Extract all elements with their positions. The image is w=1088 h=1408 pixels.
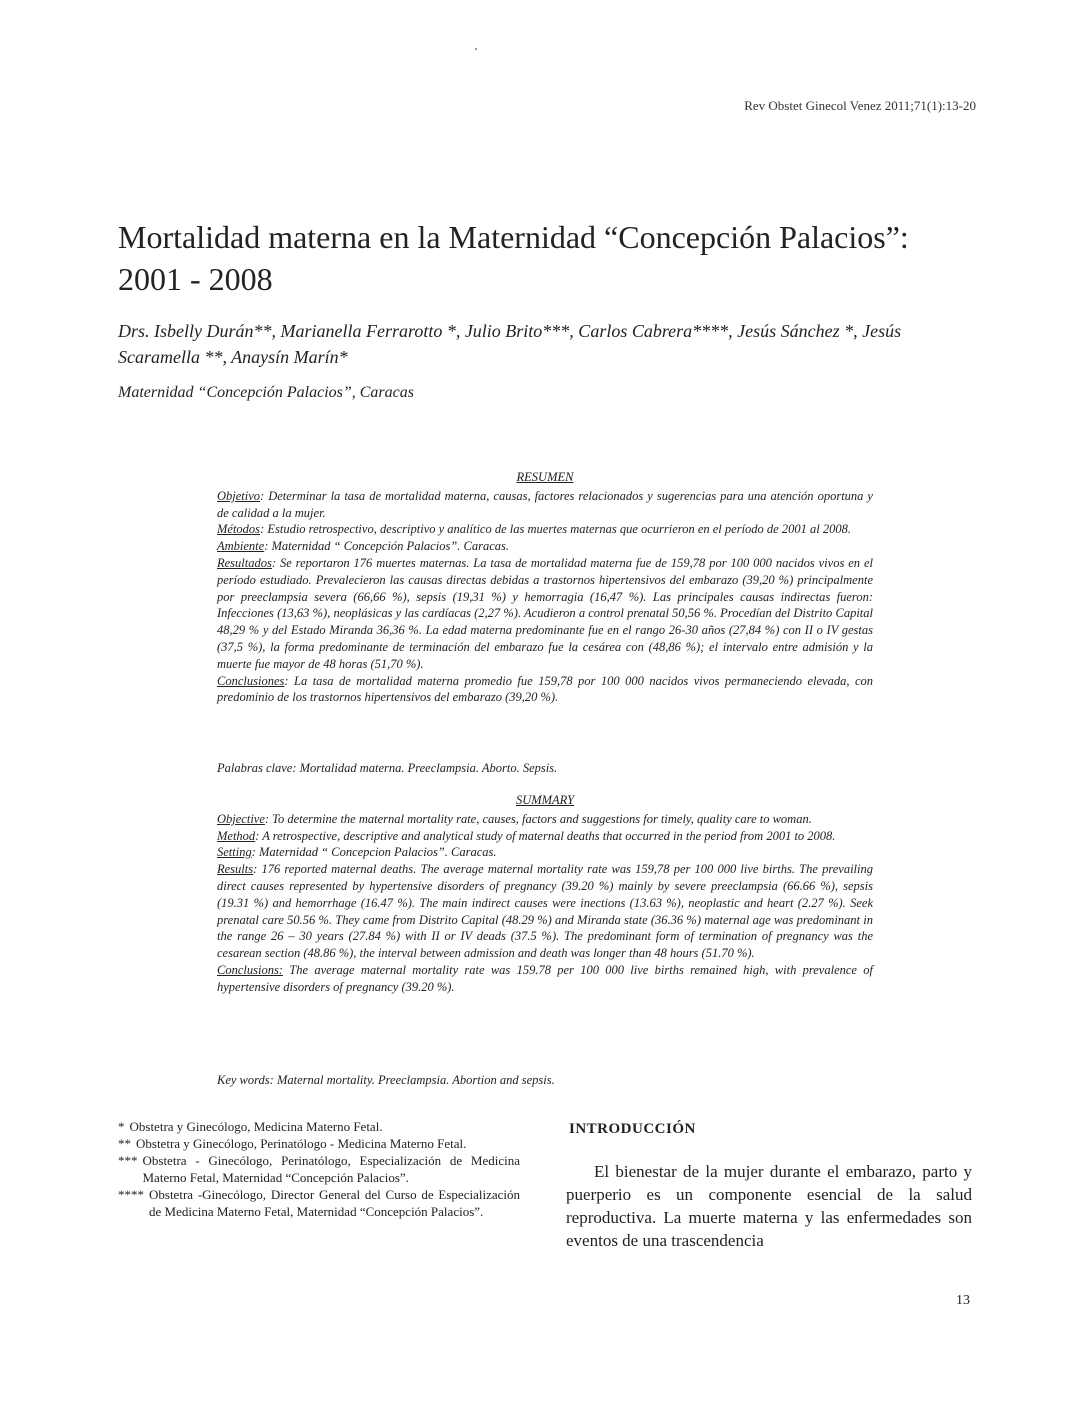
footnote-text: Obstetra y Ginecólogo, Perinatólogo - Medicina Materno Fetal. <box>136 1136 467 1151</box>
resumen-heading: RESUMEN <box>516 470 574 484</box>
article-title: Mortalidad materna en la Maternidad “Concepción Palacios”: 2001 - 2008 <box>118 219 909 297</box>
affiliation: Maternidad “Concepción Palacios”, Caracas <box>118 384 414 401</box>
footnote <box>118 1118 520 1135</box>
intro-paragraph: El bienestar de la mujer durante el embarazo, parto y puerperio es un componente esencial de la salud reproductiva. La muerte materna y las enfermedades son eventos de una trascendencia <box>566 1162 972 1250</box>
label-objetivo: Objetivo <box>217 488 261 503</box>
footnote-mark: *** <box>118 1153 138 1168</box>
page-number: 13 <box>956 1293 970 1308</box>
footnote-mark: ** <box>118 1136 131 1151</box>
author-list: Drs. Isbelly Durán**, Marianella Ferrarotto *, Julio Brito***, Carlos Cabrera****, Jesús Sánchez *, Jesús Scaramella **, Anaysín Marín* <box>118 321 902 367</box>
summary-heading: SUMMARY <box>515 793 575 807</box>
label-metodos: Métodos <box>217 522 261 537</box>
resumen-conclusiones: Conclusiones: La tasa de mortalidad materna promedio fue 159,78 por 100 000 nacidos vivos permaneciendo elevada, con predominio de los trastornos hipertensivos del embarazo (39,20 %). <box>217 673 873 705</box>
summary-conclusions: Conclusions: The average maternal mortality rate was 159.78 per 100 000 live births remained high, with prevalence of hypertensive disorders of pregnancy (39.20 %). <box>217 962 873 994</box>
footnote <box>118 1135 520 1152</box>
footnote-text: Obstetra - Ginecólogo, Perinatólogo, Especialización de Medicina Materno Fetal, Maternidad “Concepción Palacios”. <box>142 1153 520 1185</box>
label-resultados: Resultados <box>217 555 272 570</box>
journal-reference: Rev Obstet Ginecol Venez 2011;71(1):13-20 <box>744 98 976 113</box>
summary-section <box>217 792 873 996</box>
resumen-ambiente: Ambiente: Maternidad “ Concepción Palacios”. Caracas. <box>217 539 509 554</box>
label-method: Method <box>217 828 256 843</box>
label-conclusions: Conclusions: <box>217 962 283 977</box>
label-results: Results <box>217 862 254 877</box>
label-conclusiones: Conclusiones <box>217 673 285 688</box>
palabras-clave: Palabras clave: Mortalidad materna. Preeclampsia. Aborto. Sepsis. <box>217 761 558 775</box>
label-setting: Setting <box>217 845 252 860</box>
resumen-metodos: Métodos: Estudio retrospectivo, descriptivo y analítico de las muertes maternas que ocurrieron en el período de 2001 al 2008. <box>217 522 851 537</box>
summary-method: Method: A retrospective, descriptive and analytical study of maternal deaths that occurred in the period from 2001 to 2008. <box>217 828 836 843</box>
summary-setting: Setting: Maternidad “ Concepcion Palacios”. Caracas. <box>217 845 497 860</box>
label-ambiente: Ambiente <box>217 539 265 554</box>
key-words: Key words: Maternal mortality. Preeclampsia. Abortion and sepsis. <box>217 1073 555 1087</box>
resumen-objetivo: Objetivo: Determinar la tasa de mortalidad materna, causas, factores relacionados y sugerencias para una atención oportuna y de calidad a la mujer. <box>217 488 873 520</box>
footnote <box>118 1186 520 1220</box>
footnote <box>118 1152 520 1186</box>
label-objective: Objective <box>217 811 265 826</box>
footnote-text: Obstetra -Ginecólogo, Director General del Curso de Especialización de Medicina Materno Fetal, Maternidad “Concepción Palacios”. <box>149 1187 520 1219</box>
intro-heading: INTRODUCCIÓN <box>569 1121 696 1137</box>
summary-objective: Objective: To determine the maternal mortality rate, causes, factors and suggestions for timely, quality care to woman. <box>217 811 812 826</box>
scan-speck <box>475 48 477 50</box>
footnotes <box>118 1118 520 1220</box>
summary-results: Results: 176 reported maternal deaths. The average maternal mortality rate was 159,78 per 100 000 live births. The prevailing direct causes represented by hypertensive disorders of pregnancy (39.20 %) mainly by severe preeclampsia (66.66 %), sepsis (19.31 %) and hemorrhage (16.47 %). The main indirect causes were inections (13.63 %), neoplastic and heart (2.27 %). Seek prenatal care 50.56 %. They came from Distrito Capital (48.29 %) and Miranda state (36.36 %) maternal age was predominant in the range 26 – 30 years (27.84 %) with II or IV deads (37.5 %). The predominant form of termination of pregnancy was the cesarean section (48.86 %), the interval between admission and death was longer than 48 hours (51.70 %). <box>217 862 873 961</box>
footnote-mark: **** <box>118 1187 144 1202</box>
footnote-mark: * <box>118 1119 125 1134</box>
footnote-text: Obstetra y Ginecólogo, Medicina Materno Fetal. <box>129 1119 383 1134</box>
resumen-section <box>217 469 873 706</box>
resumen-resultados: Resultados: Se reportaron 176 muertes maternas. La tasa de mortalidad materna fue de 159,78 por 100 000 nacidos vivos en el período estudiado. Prevalecieron las causas directas debidas a trastornos hipertensivos del embarazo (39,20 %) principalmente por preeclampsia severa (66,66 %), sepsis (19,31 %) y hemorragia (16,47 %). Las principales causas indirectas fueron: Infecciones (13,63 %), neoplásicas y las cardíacas (2,27 %). Acudieron a control prenatal 50,56 %. Procedían del Distrito Capital 48,29 % y del Estado Miranda 36,36 %. La edad materna predominante fue en el rango 26-30 años (27,84 %) con II o IV gestas (37,5 %), la forma predominante de terminación del embarazo fue la cesárea con (48,86 %); el intervalo entre admisión y la muerte fue mayor de 48 horas (51,70 %). <box>217 555 873 671</box>
